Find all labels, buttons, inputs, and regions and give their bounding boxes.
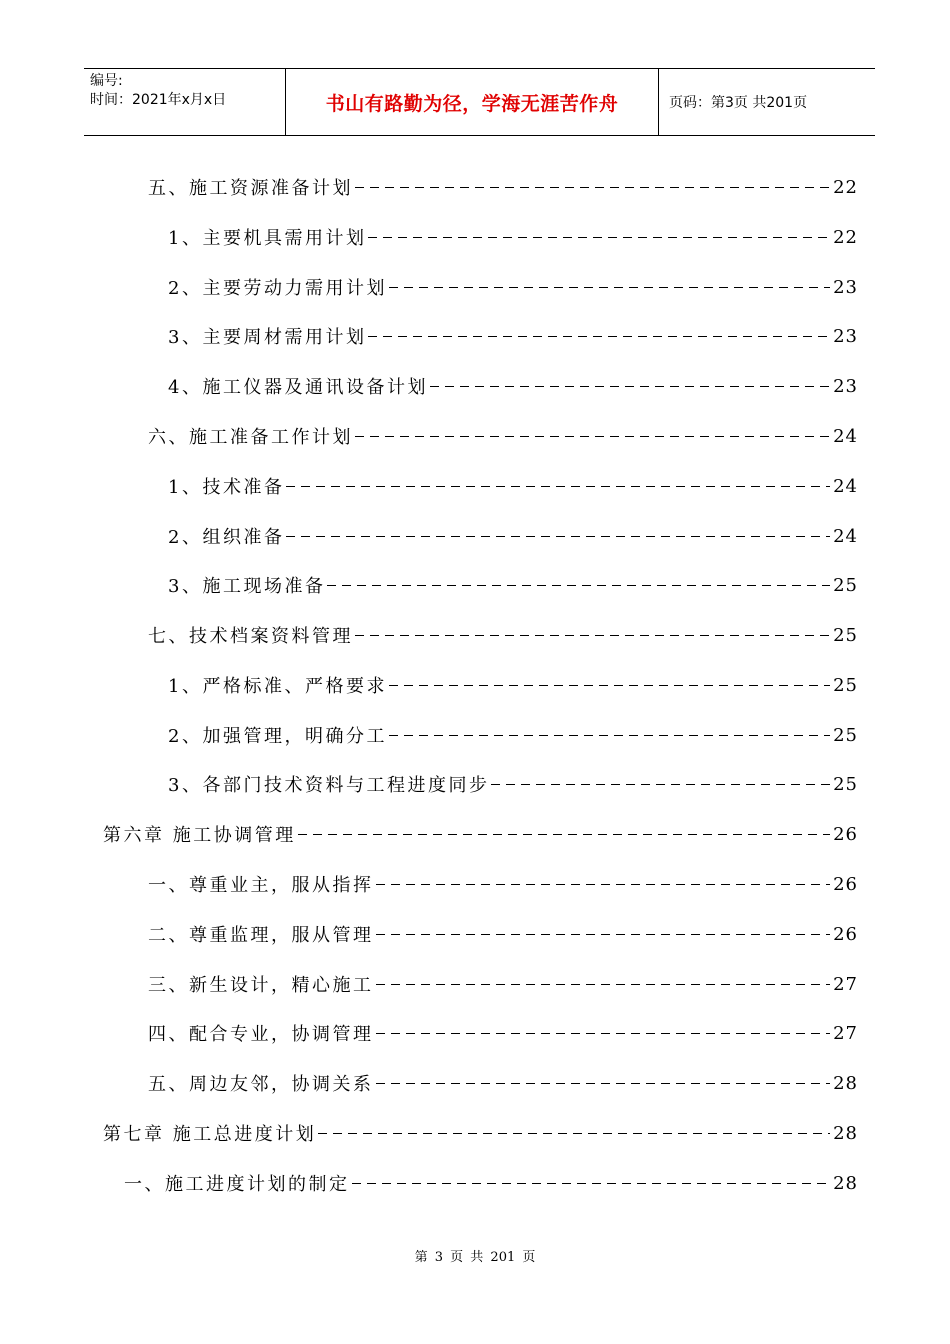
toc-entry-title: 3、主要周材需用计划 [168, 327, 367, 348]
toc-leader [368, 336, 830, 337]
toc-leader [352, 1183, 831, 1184]
toc-entry-title: 第七章 施工总进度计划 [103, 1124, 317, 1145]
document-time: 时间：2021年x月x日 [90, 92, 227, 108]
toc-entry-page: 25 [833, 773, 858, 795]
toc-leader [430, 386, 830, 387]
toc-entry[interactable] [103, 1118, 858, 1148]
header-page-info: 页码：第3页 共201页 [669, 95, 808, 111]
toc-leader [376, 984, 831, 985]
toc-entry[interactable] [168, 670, 858, 700]
toc-entry-title: 五、施工资源准备计划 [148, 178, 353, 199]
toc-leader [389, 735, 830, 736]
toc-entry-page: 28 [833, 1122, 858, 1144]
toc-leader [376, 1033, 831, 1034]
toc-entry[interactable] [124, 1168, 858, 1198]
toc-entry-page: 22 [833, 176, 858, 198]
toc-entry-title: 1、主要机具需用计划 [168, 228, 367, 249]
page-header [84, 68, 875, 136]
toc-entry-title: 五、周边友邻，协调关系 [148, 1074, 374, 1095]
toc-entry[interactable] [168, 570, 858, 600]
toc-entry[interactable] [168, 272, 858, 302]
footer-page-number: 第 3 页 共 201 页 [414, 1250, 536, 1265]
toc-entry-title: 2、组织准备 [168, 527, 285, 548]
toc-leader [327, 585, 830, 586]
toc-entry-title: 一、施工进度计划的制定 [124, 1174, 350, 1195]
toc-entry[interactable] [148, 869, 858, 899]
toc-entry[interactable] [148, 1018, 858, 1048]
toc-leader [355, 635, 830, 636]
toc-entry[interactable] [148, 620, 858, 650]
toc-entry-title: 1、严格标准、严格要求 [168, 676, 387, 697]
toc-entry[interactable] [168, 521, 858, 551]
toc-entry[interactable] [148, 172, 858, 202]
toc-entry-title: 二、尊重监理，服从管理 [148, 925, 374, 946]
toc-entry-page: 24 [833, 525, 858, 547]
toc-entry-page: 27 [833, 973, 858, 995]
toc-leader [355, 436, 830, 437]
toc-entry-title: 第六章 施工协调管理 [103, 825, 296, 846]
toc-entry-page: 24 [833, 475, 858, 497]
toc-leader [389, 287, 830, 288]
toc-entry-title: 3、施工现场准备 [168, 576, 326, 597]
toc-leader [368, 237, 830, 238]
toc-leader [286, 536, 830, 537]
toc-entry[interactable] [168, 222, 858, 252]
toc-entry-page: 23 [833, 325, 858, 347]
toc-entry-title: 六、施工准备工作计划 [148, 427, 353, 448]
toc-entry-title: 2、主要劳动力需用计划 [168, 278, 387, 299]
header-motto: 书山有路勤为径，学海无涯苦作舟 [325, 92, 619, 115]
toc-entry[interactable] [168, 769, 858, 799]
toc-entry-page: 28 [833, 1072, 858, 1094]
toc-entry[interactable] [168, 720, 858, 750]
toc-entry-title: 1、技术准备 [168, 477, 285, 498]
toc-entry-title: 2、加强管理，明确分工 [168, 726, 387, 747]
toc-entry-title: 3、各部门技术资料与工程进度同步 [168, 775, 490, 796]
toc-entry[interactable] [148, 969, 858, 999]
toc-leader [376, 1083, 831, 1084]
toc-leader [318, 1133, 830, 1134]
toc-entry-page: 22 [833, 226, 858, 248]
header-motto-cell [286, 69, 659, 135]
toc-leader [376, 934, 831, 935]
document-number-label: 编号: [90, 73, 123, 89]
toc-entry-title: 一、尊重业主，服从指挥 [148, 875, 374, 896]
toc-leader [355, 187, 830, 188]
toc-leader [491, 784, 830, 785]
toc-entry-page: 26 [833, 823, 858, 845]
toc-entry-title: 4、施工仪器及通讯设备计划 [168, 377, 428, 398]
toc-entry[interactable] [168, 471, 858, 501]
toc-entry-page: 26 [833, 873, 858, 895]
toc-entry-title: 四、配合专业，协调管理 [148, 1024, 374, 1045]
toc-entry-page: 26 [833, 923, 858, 945]
toc-leader [389, 685, 830, 686]
toc-entry[interactable] [148, 1068, 858, 1098]
header-page-info-cell [659, 69, 875, 135]
header-meta [84, 69, 286, 135]
toc-entry-page: 27 [833, 1022, 858, 1044]
toc-entry[interactable] [148, 421, 858, 451]
toc-entry-page: 23 [833, 276, 858, 298]
toc-entry-page: 23 [833, 375, 858, 397]
toc-entry-title: 三、新生设计，精心施工 [148, 975, 374, 996]
toc-leader [376, 884, 831, 885]
toc-entry[interactable] [168, 321, 858, 351]
toc-entry-page: 25 [833, 624, 858, 646]
toc-entry-page: 25 [833, 674, 858, 696]
toc-entry-title: 七、技术档案资料管理 [148, 626, 353, 647]
toc-entry-page: 25 [833, 574, 858, 596]
toc-entry[interactable] [148, 919, 858, 949]
toc-entry-page: 25 [833, 724, 858, 746]
toc-entry-page: 24 [833, 425, 858, 447]
toc-entry[interactable] [103, 819, 858, 849]
toc-leader [286, 486, 830, 487]
toc-leader [298, 834, 830, 835]
toc-entry-page: 28 [833, 1172, 858, 1194]
page-footer [0, 1246, 950, 1265]
toc-entry[interactable] [168, 371, 858, 401]
